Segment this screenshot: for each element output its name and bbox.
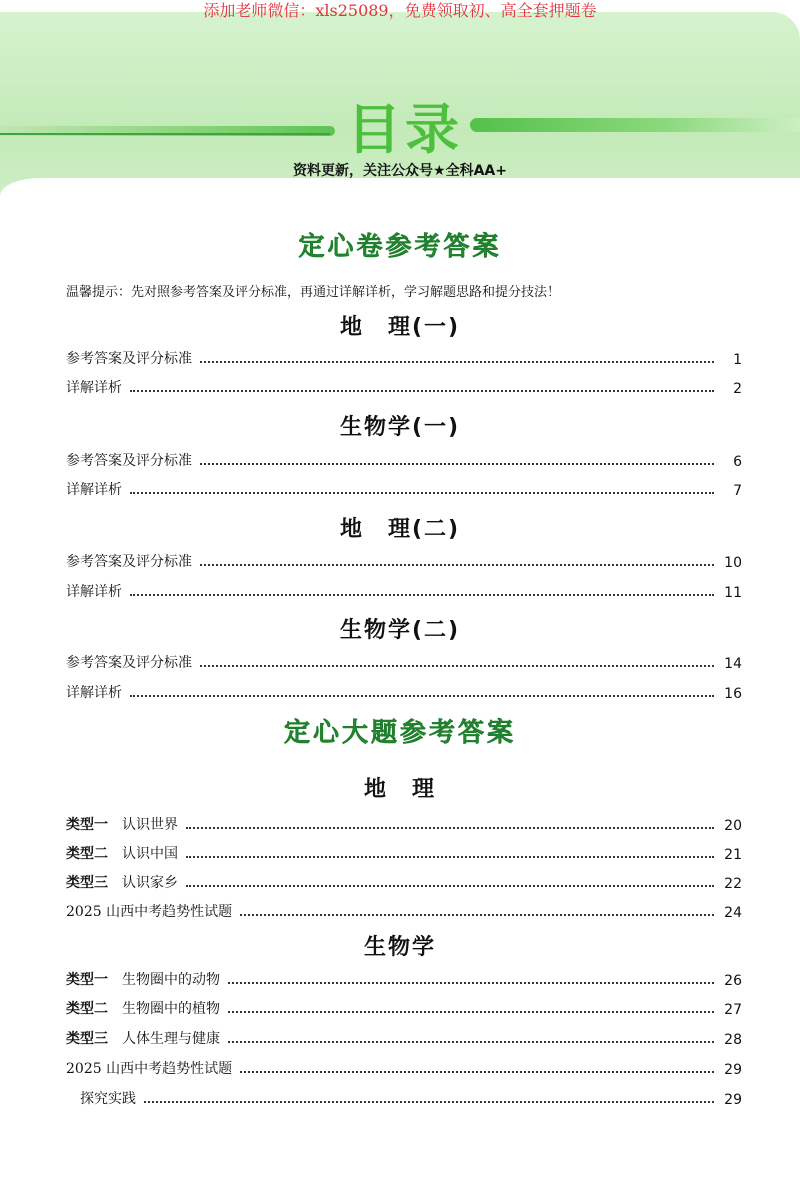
toc-entry-page: 11: [724, 585, 742, 601]
toc-entry-type: 类型二: [66, 1001, 108, 1017]
leader-dots: [200, 563, 714, 566]
subject-heading: 生物学(一): [339, 415, 461, 440]
leader-dots: [130, 491, 714, 494]
toc-entry[interactable]: [66, 346, 742, 368]
leader-dots: [228, 1010, 714, 1013]
leader-dots: [130, 593, 714, 596]
leader-dots: [240, 1070, 714, 1073]
section-title-big-questions: 定心大题参考答案: [283, 718, 516, 748]
subject-heading: 地 理: [363, 777, 436, 802]
toc-entry[interactable]: [66, 650, 742, 672]
leader-dots: [130, 694, 714, 697]
section-title-answers: 定心卷参考答案: [298, 232, 502, 262]
leader-dots: [200, 360, 714, 363]
subject-heading: 地 理(二): [339, 517, 461, 542]
toc-entry-label: 生物圈中的动物: [122, 972, 220, 988]
toc-entry[interactable]: [66, 549, 742, 571]
toc-entry-label: 详解详析: [66, 482, 122, 498]
toc-entry-label: 详解详析: [66, 380, 122, 396]
banner-curve: [0, 178, 800, 218]
toc-entry-label: 探究实践: [80, 1091, 136, 1107]
toc-entry-label: 详解详析: [66, 584, 122, 600]
toc-entry-type: 类型二: [66, 846, 108, 862]
toc-entry-page: 20: [724, 818, 742, 834]
toc-entry-type: 类型三: [66, 1031, 108, 1047]
toc-entry-page: 2: [733, 381, 742, 397]
toc-entry-page: 28: [724, 1032, 742, 1048]
decor-line-left-thin: [0, 133, 330, 135]
toc-entry-page: 7: [733, 483, 742, 499]
tip-text: 温馨提示：先对照参考答案及评分标准，再通过详解详析，学习解题思路和提分技法！: [66, 285, 561, 300]
toc-entry-page: 14: [724, 656, 742, 672]
toc-entry[interactable]: [66, 899, 742, 921]
subject-heading: 地 理(一): [339, 315, 461, 340]
toc-entry[interactable]: [66, 1056, 742, 1078]
leader-dots: [200, 462, 714, 465]
toc-entry-page: 22: [724, 876, 742, 892]
toc-entry-label: 参考答案及评分标准: [66, 554, 192, 570]
decor-line-right: [470, 118, 800, 132]
leader-dots: [240, 913, 714, 916]
toc-entry[interactable]: [66, 996, 742, 1018]
watermark-text: 添加老师微信：xls25089，免费领取初、高全套押题卷: [203, 1, 597, 20]
toc-entry[interactable]: [66, 812, 742, 834]
toc-entry-page: 27: [724, 1002, 742, 1018]
toc-entry-page: 29: [724, 1092, 742, 1108]
leader-dots: [130, 389, 714, 392]
toc-entry-page: 6: [733, 454, 742, 470]
toc-entry[interactable]: [66, 967, 742, 989]
toc-entry-page: 1: [733, 352, 742, 368]
toc-entry[interactable]: [66, 870, 742, 892]
toc-entry-label: 生物圈中的植物: [122, 1001, 220, 1017]
toc-entry-page: 10: [724, 555, 742, 571]
leader-dots: [144, 1100, 714, 1103]
leader-dots: [186, 826, 714, 829]
toc-entry-label: 2025 山西中考趋势性试题: [66, 1061, 233, 1077]
toc-entry-page: 26: [724, 973, 742, 989]
toc-entry-label: 参考答案及评分标准: [66, 351, 192, 367]
leader-dots: [200, 664, 714, 667]
toc-entry[interactable]: [66, 579, 742, 601]
toc-entry-label: 详解详析: [66, 685, 122, 701]
toc-entry-label: 认识世界: [122, 817, 178, 833]
toc-entry-type: 类型一: [66, 972, 108, 988]
subject-heading: 生物学: [363, 935, 436, 960]
toc-entry-page: 21: [724, 847, 742, 863]
toc-entry[interactable]: [66, 1026, 742, 1048]
leader-dots: [228, 981, 714, 984]
toc-entry-label: 参考答案及评分标准: [66, 453, 192, 469]
toc-entry-label: 参考答案及评分标准: [66, 655, 192, 671]
toc-entry-type: 类型一: [66, 817, 108, 833]
page-title: 目录: [347, 98, 463, 161]
toc-entry-label: 人体生理与健康: [122, 1031, 220, 1047]
page-subtitle: 资料更新，关注公众号★全科AA+: [293, 163, 507, 179]
toc-entry-label: 认识家乡: [122, 875, 178, 891]
toc-entry[interactable]: [66, 841, 742, 863]
toc-entry[interactable]: [66, 680, 742, 702]
subject-heading: 生物学(二): [339, 618, 461, 643]
toc-entry[interactable]: [66, 375, 742, 397]
toc-entry[interactable]: [66, 477, 742, 499]
toc-entry-page: 29: [724, 1062, 742, 1078]
toc-entry-label: 2025 山西中考趋势性试题: [66, 904, 233, 920]
toc-entry-type: 类型三: [66, 875, 108, 891]
toc-entry-label: 认识中国: [122, 846, 178, 862]
toc-entry-page: 24: [724, 905, 742, 921]
leader-dots: [186, 884, 714, 887]
leader-dots: [186, 855, 714, 858]
toc-entry[interactable]: [80, 1086, 742, 1108]
toc-entry[interactable]: [66, 448, 742, 470]
toc-entry-page: 16: [724, 686, 742, 702]
leader-dots: [228, 1040, 714, 1043]
